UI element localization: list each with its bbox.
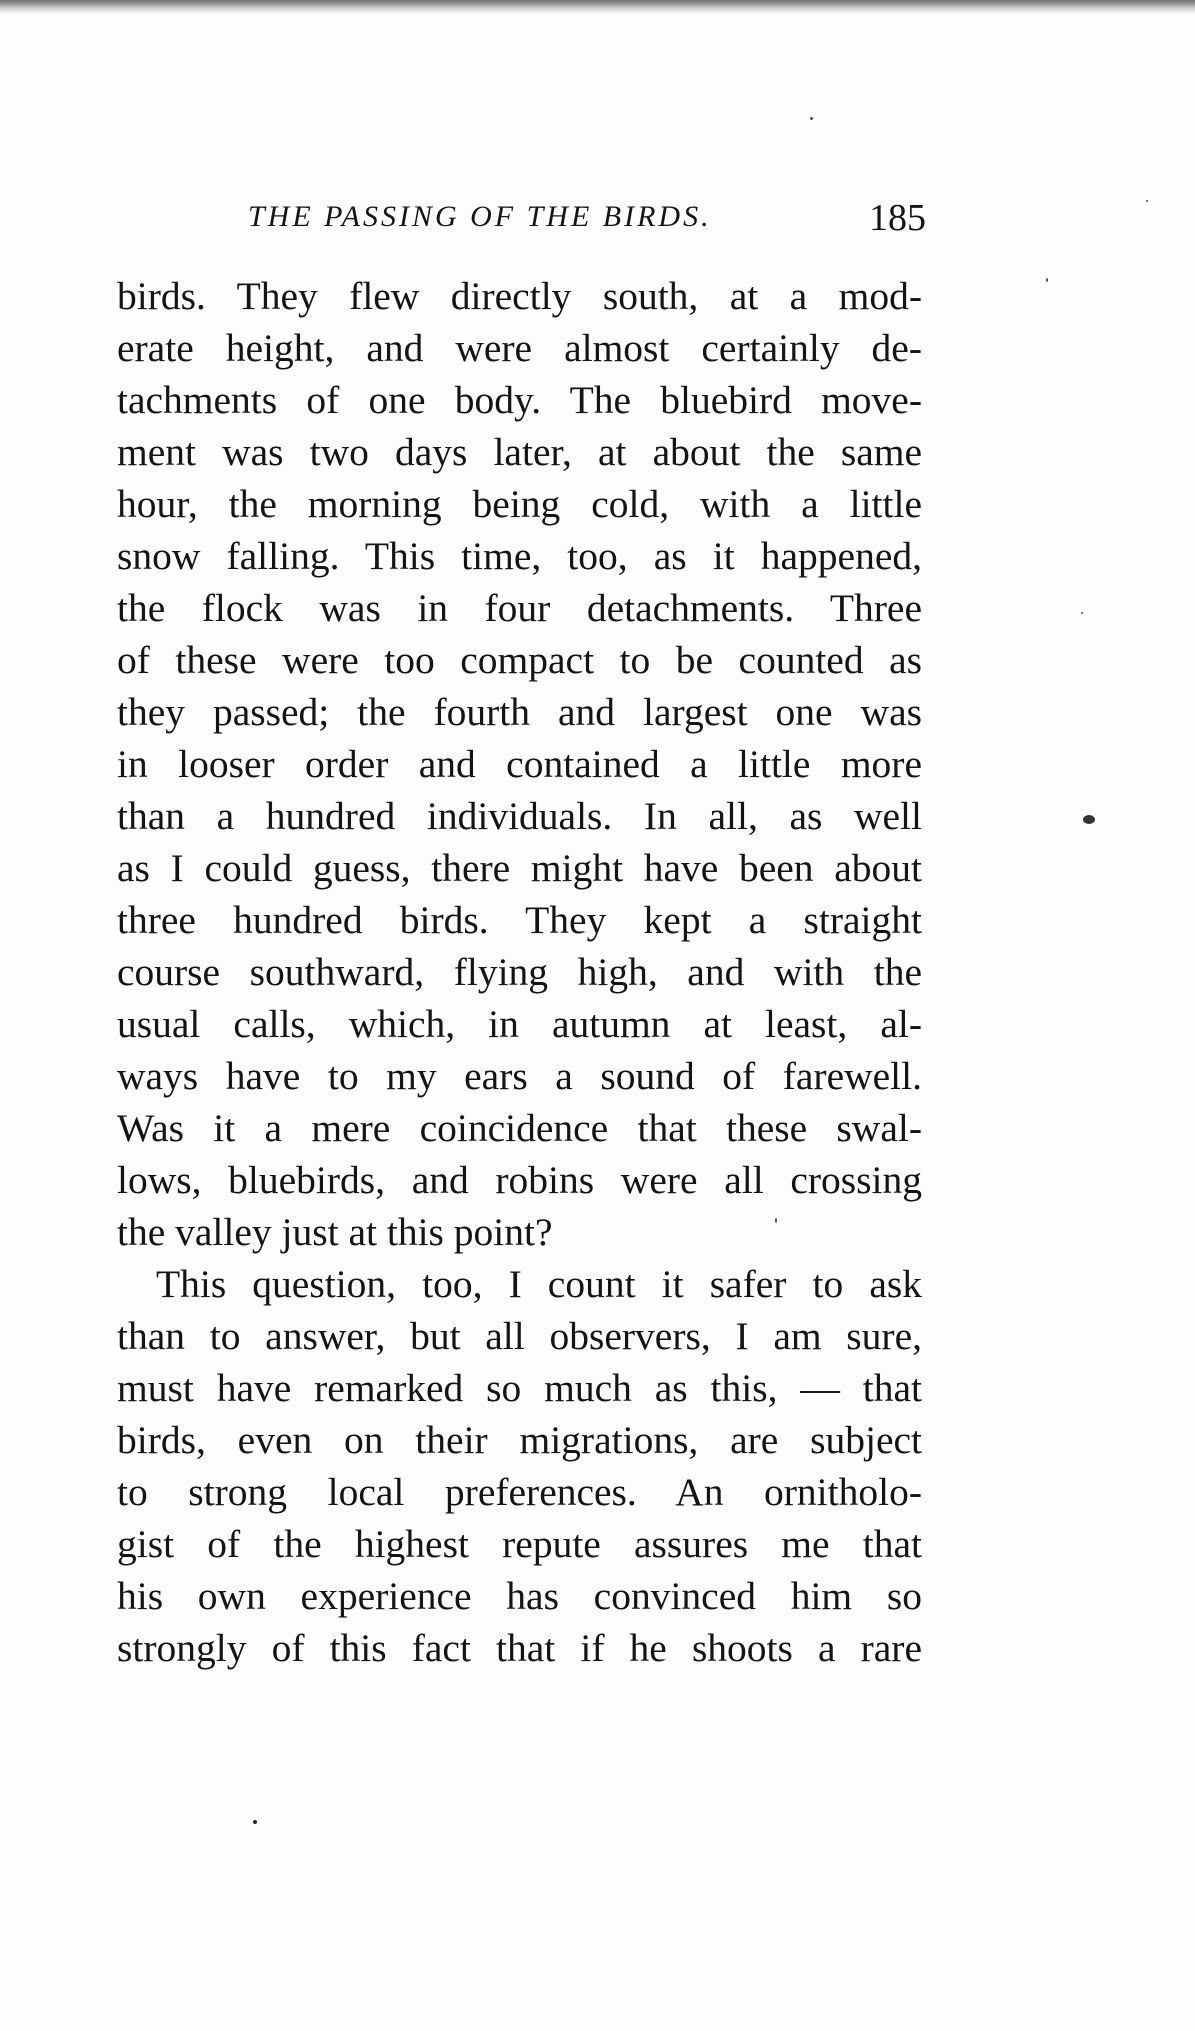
paragraph-1 bbox=[117, 270, 922, 1258]
text-line: hour, the morning being cold, with a little bbox=[117, 482, 922, 526]
text-line: of these were too compact to be counted as bbox=[117, 638, 922, 682]
text-line: three hundred birds. They kept a straight bbox=[117, 898, 922, 942]
text-line: they passed; the fourth and largest one was bbox=[117, 690, 922, 734]
paragraph-2 bbox=[117, 1258, 922, 1674]
text-line: in looser order and contained a little more bbox=[117, 742, 922, 786]
text-line: the flock was in four detachments. Three bbox=[117, 586, 922, 630]
text-line: snow falling. This time, too, as it happened, bbox=[117, 534, 922, 578]
text-line: course southward, flying high, and with the bbox=[117, 950, 922, 994]
text-line: birds, even on their migrations, are subject bbox=[117, 1418, 922, 1462]
running-title: THE PASSING OF THE BIRDS. bbox=[248, 200, 712, 233]
running-head bbox=[240, 196, 930, 246]
text-line: ways have to my ears a sound of farewell. bbox=[117, 1054, 922, 1098]
scanned-page-edge bbox=[0, 0, 1195, 14]
text-line: must have remarked so much as this, — that bbox=[117, 1366, 922, 1410]
text-line: birds. They flew directly south, at a mod- bbox=[117, 274, 922, 318]
text-line: to strong local preferences. An ornitholo- bbox=[117, 1470, 922, 1514]
text-line: tachments of one body. The bluebird move- bbox=[117, 378, 922, 422]
paper-speck bbox=[1083, 815, 1095, 824]
text-line: usual calls, which, in autumn at least, al- bbox=[117, 1002, 922, 1046]
paper-speck bbox=[1046, 278, 1048, 282]
text-line: than to answer, but all observers, I am sure, bbox=[117, 1314, 922, 1358]
paper-speck bbox=[1146, 200, 1148, 202]
text-line: Was it a mere coincidence that these swal- bbox=[117, 1106, 922, 1150]
body-text bbox=[117, 270, 922, 1674]
text-line: erate height, and were almost certainly de- bbox=[117, 326, 922, 370]
text-line: his own experience has convinced him so bbox=[117, 1574, 922, 1618]
text-line: the valley just at this point? bbox=[117, 1210, 553, 1254]
text-line: strongly of this fact that if he shoots a rare bbox=[117, 1626, 922, 1670]
paper-speck bbox=[775, 1218, 777, 1223]
text-line: lows, bluebirds, and robins were all crossing bbox=[117, 1158, 922, 1202]
text-line: ment was two days later, at about the same bbox=[117, 430, 922, 474]
paper-speck bbox=[253, 1820, 257, 1824]
text-line: as I could guess, there might have been about bbox=[117, 846, 922, 890]
text-line: This question, too, I count it safer to ask bbox=[156, 1262, 922, 1306]
text-line: than a hundred individuals. In all, as well bbox=[117, 794, 922, 838]
paper-speck bbox=[810, 117, 813, 120]
page-number: 185 bbox=[869, 197, 926, 239]
text-line: gist of the highest repute assures me that bbox=[117, 1522, 922, 1566]
paper-speck bbox=[1081, 612, 1083, 614]
